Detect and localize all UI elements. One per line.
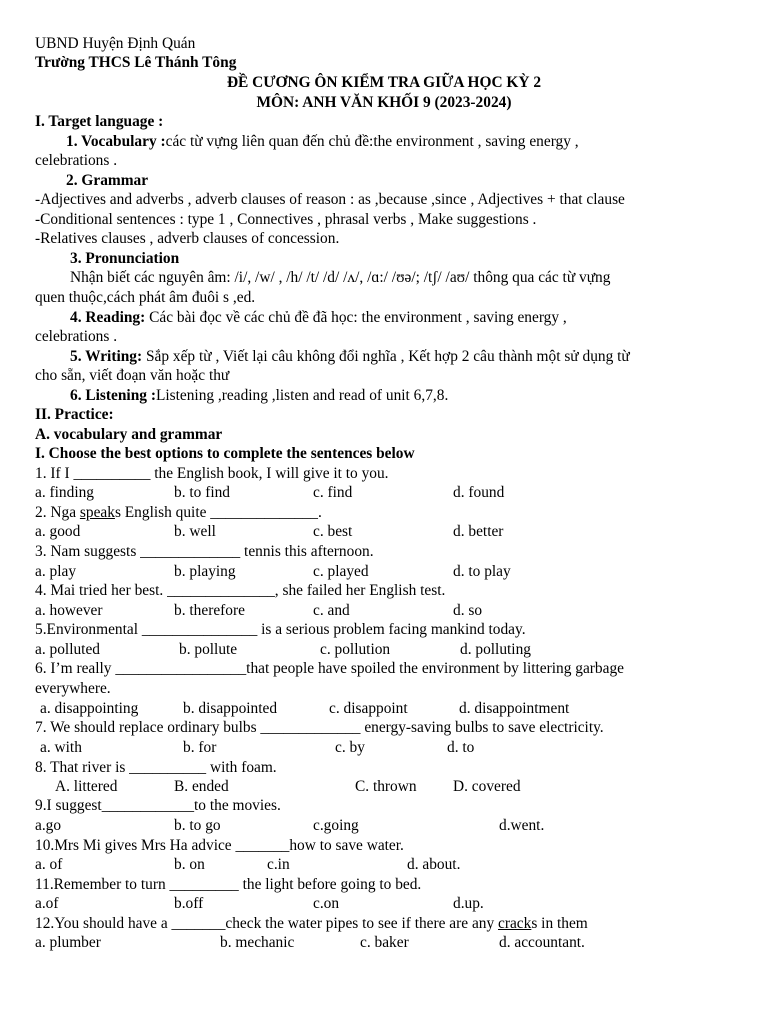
vocabulary-label: 1. Vocabulary : [66, 133, 166, 150]
q9-option-a: a.go [35, 817, 62, 834]
section-target-language: I. Target language : [35, 113, 164, 130]
q10-option-c: c.in [267, 856, 290, 873]
question-2-underlined: speak [79, 504, 115, 521]
grammar-line-3: -Relatives clauses , adverb clauses of concession. [35, 230, 340, 247]
question-9: 9.I suggest____________to the movies. [35, 797, 281, 814]
q1-option-a: a. finding [35, 484, 94, 501]
q6-option-b: b. disappointed [183, 700, 278, 717]
q2-option-d: d. better [453, 523, 504, 540]
question-11: 11.Remember to turn _________ the light before going to bed. [35, 876, 422, 893]
q1-option-c: c. find [313, 484, 353, 501]
grammar-line-1: -Adjectives and adverbs , adverb clauses of reason : as ,because ,since , Adjectives + that clause [35, 191, 625, 208]
q12-option-b: b. mechanic [220, 934, 295, 951]
question-6: 6. I’m really _________________that people have spoiled the environment by littering garbage [35, 660, 624, 677]
q8-option-c: C. thrown [355, 778, 417, 795]
question-3: 3. Nam suggests _____________ tennis this afternoon. [35, 543, 374, 560]
q6-option-a: a. disappointing [40, 700, 139, 717]
q6-option-c: c. disappoint [329, 700, 408, 717]
subject-title: MÔN: ANH VĂN KHỐI 9 (2023-2024) [256, 94, 512, 111]
q8-option-b: B. ended [174, 778, 229, 795]
question-12-underlined: crack [498, 915, 532, 932]
pronunciation-label: 3. Pronunciation [70, 250, 180, 267]
q6-option-d: d. disappointment [459, 700, 570, 717]
vocabulary-line-2: celebrations . [35, 152, 118, 169]
q5-option-a: a. polluted [35, 641, 100, 658]
q7-option-b: b. for [183, 739, 217, 756]
q9-option-c: c.going [313, 817, 359, 834]
question-5: 5.Environmental _______________ is a serious problem facing mankind today. [35, 621, 526, 638]
q8-option-d: D. covered [453, 778, 521, 795]
q5-option-d: d. polluting [460, 641, 531, 658]
q2-option-c: c. best [313, 523, 353, 540]
vocab-grammar-heading: A. vocabulary and grammar [35, 426, 223, 443]
q4-option-a: a. however [35, 602, 103, 619]
q12-option-d: d. accountant. [499, 934, 585, 951]
q12-option-c: c. baker [360, 934, 409, 951]
q11-option-c: c.on [313, 895, 340, 912]
question-2-pre: 2. Nga [35, 504, 80, 521]
writing-line [70, 347, 630, 366]
q10-option-b: b. on [174, 856, 205, 873]
district-name: UBND Huyện Định Quán [35, 35, 196, 52]
q11-option-d: d.up. [453, 895, 484, 912]
writing-label: 5. Writing: [70, 348, 143, 365]
question-2 [35, 503, 322, 522]
reading-line [70, 308, 567, 327]
q2-option-b: b. well [174, 523, 216, 540]
vocabulary-text: các từ vựng liên quan đến chủ đề:the environment , saving energy , [165, 133, 579, 150]
q7-option-c: c. by [335, 739, 365, 756]
q5-option-b: b. pollute [179, 641, 238, 658]
question-6-continued: everywhere. [35, 680, 111, 697]
q4-option-d: d. so [453, 602, 483, 619]
pronunciation-line-1: Nhận biết các nguyên âm: /i/, /w/ , /h/ /t/ /d/ /ʌ/, /ɑ:/ /ʊə/; /tʃ/ /aʊ/ thông qua các từ vựng [70, 269, 611, 286]
section-practice: II. Practice: [35, 406, 114, 423]
q3-option-b: b. playing [174, 563, 236, 580]
reading-label: 4. Reading: [70, 309, 146, 326]
grammar-label: 2. Grammar [66, 172, 149, 189]
question-10: 10.Mrs Mi gives Mrs Ha advice _______how to save water. [35, 837, 404, 854]
q3-option-a: a. play [35, 563, 77, 580]
reading-line-2: celebrations . [35, 328, 118, 345]
writing-text: Sắp xếp từ , Viết lại câu không đổi nghĩa , Kết hợp 2 câu thành một sử dụng từ [142, 348, 630, 365]
listening-line [70, 386, 448, 405]
reading-text: Các bài đọc về các chủ đề đã học: the environment , saving energy , [145, 309, 567, 326]
q7-option-d: d. to [447, 739, 475, 756]
q11-option-a: a.of [35, 895, 59, 912]
q8-option-a: A. littered [55, 778, 118, 795]
writing-line-2: cho sẵn, viết đoạn văn hoặc thư [35, 367, 230, 384]
pronunciation-line-2: quen thuộc,cách phát âm đuôi s ,ed. [35, 289, 256, 306]
q4-option-c: c. and [313, 602, 350, 619]
exercise-heading: I. Choose the best options to complete the sentences below [35, 445, 415, 462]
q4-option-b: b. therefore [174, 602, 245, 619]
q1-option-b: b. to find [174, 484, 231, 501]
school-name: Trường THCS Lê Thánh Tông [35, 54, 237, 71]
q2-option-a: a. good [35, 523, 81, 540]
question-12-post: s in them [531, 915, 588, 932]
q1-option-d: d. found [453, 484, 505, 501]
question-4: 4. Mai tried her best. ______________, she failed her English test. [35, 582, 446, 599]
q11-option-b: b.off [174, 895, 204, 912]
q9-option-b: b. to go [174, 817, 221, 834]
q3-option-d: d. to play [453, 563, 511, 580]
listening-label: 6. Listening : [70, 387, 156, 404]
q3-option-c: c. played [313, 563, 369, 580]
q7-option-a: a. with [40, 739, 82, 756]
document-title: ĐỀ CƯƠNG ÔN KIỂM TRA GIỮA HỌC KỲ 2 [226, 74, 542, 91]
vocabulary-line [66, 132, 579, 151]
question-12-pre: 12.You should have a _______check the water pipes to see if there are any [35, 915, 499, 932]
question-1: 1. If I __________ the English book, I will give it to you. [35, 465, 389, 482]
question-12 [35, 914, 588, 933]
listening-text: Listening ,reading ,listen and read of unit 6,7,8. [155, 387, 449, 404]
question-7: 7. We should replace ordinary bulbs _____________ energy-saving bulbs to save electricity. [35, 719, 604, 736]
q10-option-d: d. about. [407, 856, 461, 873]
question-2-post: s English quite ______________. [114, 504, 322, 521]
q9-option-d: d.went. [499, 817, 545, 834]
question-8: 8. That river is __________ with foam. [35, 759, 277, 776]
q12-option-a: a. plumber [35, 934, 101, 951]
q5-option-c: c. pollution [320, 641, 391, 658]
q10-option-a: a. of [35, 856, 63, 873]
grammar-line-2: -Conditional sentences : type 1 , Connectives , phrasal verbs , Make suggestions . [35, 211, 537, 228]
